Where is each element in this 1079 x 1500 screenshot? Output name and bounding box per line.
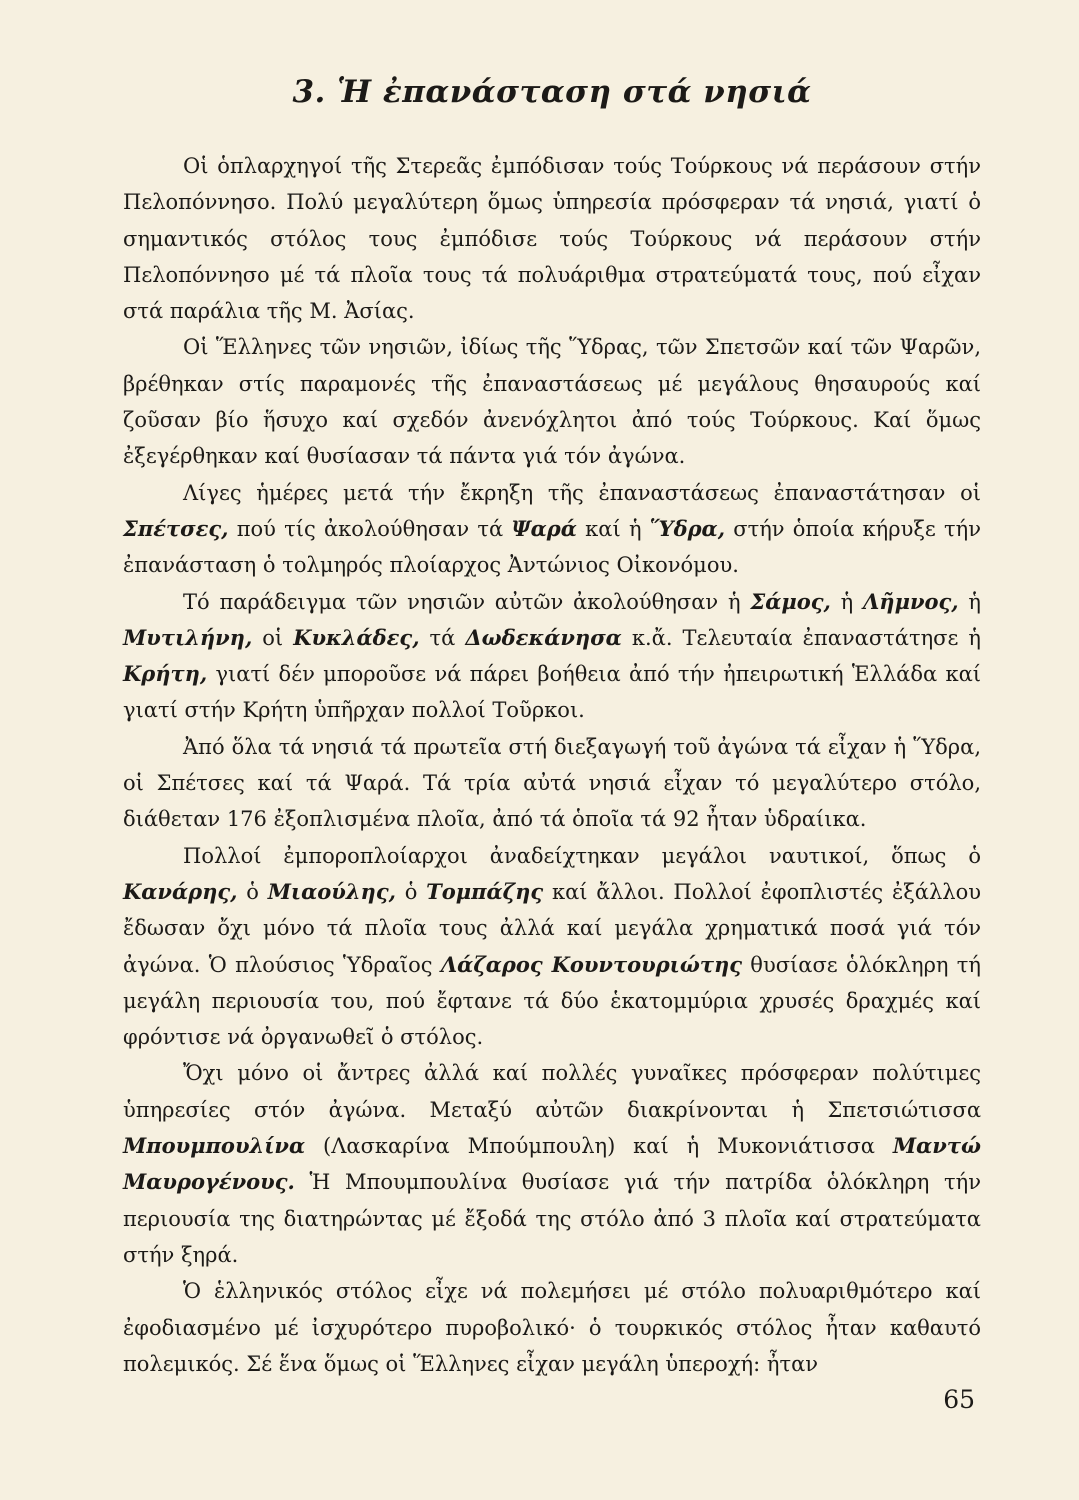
text-run: Ὄχι μόνο οἱ ἄντρες ἀλλά καί πολλές γυναῖκες πρόσφεραν πολύτιμες ὑπηρεσίες στόν ἀγώνα. Μεταξύ αὐτῶν διακρίνονται ἡ Σπετσιώτισσα bbox=[123, 1061, 981, 1122]
paragraph bbox=[123, 148, 981, 329]
text-run: ὁ bbox=[395, 879, 427, 904]
emphasized-name: Ψαρά bbox=[511, 515, 577, 541]
emphasized-name: Σάμος, bbox=[750, 588, 831, 614]
text-run: (Λασκαρίνα Μπούμπουλη) καί ἡ Μυκονιάτισσα bbox=[305, 1134, 893, 1159]
text-run: Οἱ ὁπλαρχηγοί τῆς Στερεᾶς ἐμπόδισαν τούς Τούρκους νά περάσουν στήν Πελοπόννησο. Πολύ μεγαλύτερη ὅμως ὑπηρεσία πρόσφεραν τά νησιά, γιατί ὁ σημαντικός στόλος τους ἐμπόδισε τούς Τούρκους νά περάσουν στήν Πελοπόννησο μέ τά πλοῖα τους τά πολυάριθμα στρατεύματά τους, πού εἶχαν στά παράλια τῆς Μ. Ἀσίας. bbox=[123, 154, 981, 324]
text-run: Ὁ ἑλληνικός στόλος εἶχε νά πολεμήσει μέ στόλο πολυαριθμότερο καί ἐφοδιασμένο μέ ἰσχυρότερο πυροβολικό· ὁ τουρκικός στόλος ἦταν καθαυτό πολεμικός. Σέ ἕνα ὅμως οἱ Ἕλληνες εἶχαν μεγάλη ὑπεροχή: ἦταν bbox=[123, 1279, 981, 1376]
page-body bbox=[123, 74, 981, 1382]
text-run: καί ἄλλοι. Πολλοί ἐφοπλιστές ἐξάλλου ἔδωσαν ὄχι μόνο τά πλοῖα τους ἀλλά καί μεγάλα χρηματικά ποσά γιά τόν ἀγώνα. Ὁ πλούσιος Ὑδραῖος bbox=[123, 879, 981, 977]
text-run: Πολλοί ἐμποροπλοίαρχοι ἀναδείχτηκαν μεγάλοι ναυτικοί, ὅπως ὁ bbox=[183, 843, 981, 868]
text-run: Ἡ Μπουμπουλίνα θυσίασε γιά τήν πατρίδα ὁλόκληρη τήν περιουσία της διατηρώντας μέ ἔξοδά της στόλο ἀπό 3 πλοῖα καί στρατεύματα στήν ξηρά. bbox=[123, 1170, 981, 1267]
paragraph bbox=[123, 1273, 981, 1382]
emphasized-name: Ὕδρα, bbox=[649, 515, 726, 541]
text-run: Λίγες ἡμέρες μετά τήν ἔκρηξη τῆς ἐπαναστάσεως ἐπαναστάτησαν οἱ bbox=[183, 480, 981, 505]
chapter-title: 3. Ἡ ἐπανάσταση στά νησιά bbox=[292, 74, 812, 110]
emphasized-name: Μυτιλήνη, bbox=[123, 624, 253, 650]
paragraph bbox=[123, 475, 981, 584]
paragraph bbox=[123, 1055, 981, 1273]
emphasized-name: Σπέτσες, bbox=[123, 515, 229, 541]
text-run: Οἱ Ἕλληνες τῶν νησιῶν, ἰδίως τῆς Ὕδρας, τῶν Σπετσῶν καί τῶν Ψαρῶν, βρέθηκαν στίς παραμονές τῆς ἐπαναστάσεως μέ μεγάλους θησαυρούς καί ζοῦσαν βίο ἥσυχο καί σχεδόν ἀνενόχλητοι ἀπό τούς Τούρκους. Καί ὅμως ἐξεγέρθηκαν καί θυσίασαν τά πάντα γιά τόν ἀγώνα. bbox=[123, 335, 981, 469]
text-run: Ἀπό ὅλα τά νησιά τά πρωτεῖα στή διεξαγωγή τοῦ ἀγώνα τά εἶχαν ἡ Ὕδρα, οἱ Σπέτσες καί τά Ψαρά. Τά τρία αὐτά νησιά εἶχαν τό μεγαλύτερο στόλο, διάθεταν 176 ἐξοπλισμένα πλοῖα, ἀπό τά ὁποῖα τά 92 ἦταν ὑδραίικα. bbox=[123, 734, 981, 832]
text-run: γιατί δέν μποροῦσε νά πάρει βοήθεια ἀπό τήν ἠπειρωτική Ἑλλάδα καί γιατί στήν Κρήτη ὑπῆρχαν πολλοί Τοῦρκοι. bbox=[123, 662, 981, 723]
text-run: ὁ bbox=[237, 879, 268, 904]
text-run: Τό παράδειγμα τῶν νησιῶν αὐτῶν ἀκολούθησαν ἡ bbox=[183, 589, 751, 614]
text-run: καί ἡ bbox=[576, 516, 650, 541]
text-run: τά bbox=[419, 625, 466, 650]
paragraph bbox=[123, 584, 981, 729]
text-run: ἡ bbox=[830, 589, 864, 614]
emphasized-name: Μπουμπουλίνα bbox=[123, 1133, 306, 1159]
text-run: ἡ bbox=[958, 589, 981, 614]
text-run: κ.ἄ. Τελευταία ἐπαναστάτησε ἡ bbox=[621, 625, 981, 650]
emphasized-name: Κανάρης, bbox=[123, 878, 238, 904]
emphasized-name: Λάζαρος Κουντουριώτης bbox=[440, 951, 743, 977]
emphasized-name: Κυκλάδες, bbox=[293, 624, 420, 650]
text-run: πού τίς ἀκολούθησαν τά bbox=[228, 516, 512, 541]
page-number: 65 bbox=[943, 1385, 975, 1414]
emphasized-name: Τομπάζης bbox=[426, 878, 544, 904]
paragraph bbox=[123, 329, 981, 474]
emphasized-name: Μιαούλης, bbox=[267, 878, 396, 904]
emphasized-name: Μαντώ Μαυρογένους. bbox=[123, 1133, 981, 1195]
emphasized-name: Κρήτη, bbox=[123, 661, 208, 687]
paragraph bbox=[123, 838, 981, 1056]
emphasized-name: Λῆμνος, bbox=[863, 588, 959, 614]
text-run: οἱ bbox=[252, 625, 294, 650]
paragraph bbox=[123, 729, 981, 838]
text-run: στήν ὁποία κήρυξε τήν ἐπανάσταση ὁ τολμηρός πλοίαρχος Ἀντώνιος Οἰκονόμου. bbox=[123, 516, 981, 578]
emphasized-name: Δωδεκάνησα bbox=[465, 624, 622, 650]
text-run: θυσίασε ὁλόκληρη τή μεγάλη περιουσία του, πού ἔφτανε τά δύο ἑκατομμύρια χρυσές δραχμές καί φρόντισε νά ὀργανωθεῖ ὁ στόλος. bbox=[123, 952, 981, 1050]
